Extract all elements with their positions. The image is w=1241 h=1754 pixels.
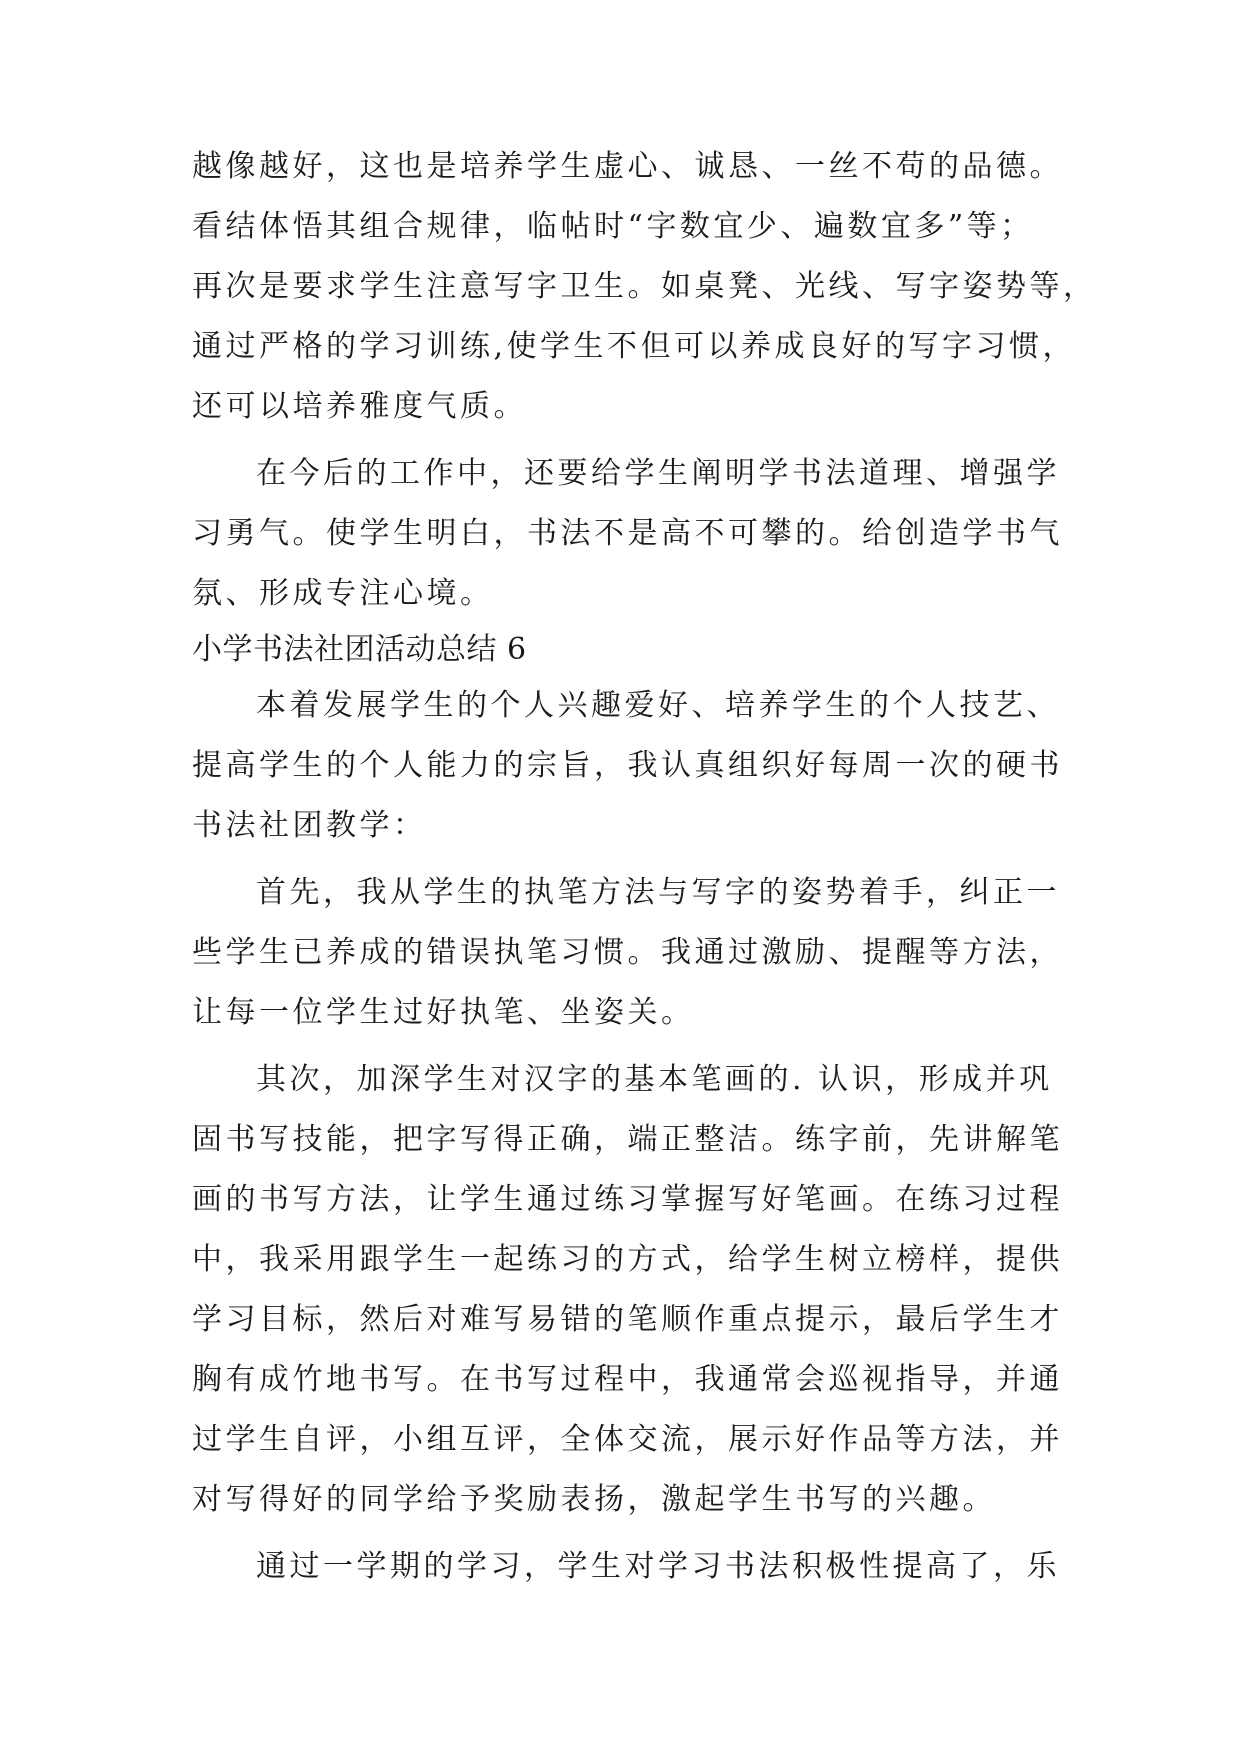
- text-line: 书法社团教学：: [192, 808, 427, 843]
- text-line: 些学生已养成的错误执笔习惯。我通过激励、提醒等方法，: [192, 935, 1063, 970]
- text-line: 过学生自评，小组互评，全体交流，展示好作品等方法，并: [192, 1422, 1063, 1457]
- text-line: 固书写技能，把字写得正确，端正整洁。练字前，先讲解笔: [192, 1122, 1063, 1157]
- paragraph-first-line: 首先，我从学生的执笔方法与写字的姿势着手，纠正一: [256, 875, 1060, 910]
- paragraph-first-line: 通过一学期的学习，学生对学习书法积极性提高了，乐: [256, 1549, 1060, 1584]
- text-line: 氛、形成专注心境。: [192, 576, 494, 611]
- text-line: 越像越好，这也是培养学生虚心、诚恳、一丝不苟的品德。: [192, 149, 1063, 184]
- text-line: 学习目标，然后对难写易错的笔顺作重点提示，最后学生才: [192, 1302, 1063, 1337]
- text-line: 习勇气。使学生明白，书法不是高不可攀的。给创造学书气: [192, 516, 1063, 551]
- text-line: 对写得好的同学给予奖励表扬，激起学生书写的兴趣。: [192, 1482, 996, 1517]
- text-line: 中，我采用跟学生一起练习的方式，给学生树立榜样，提供: [192, 1242, 1063, 1277]
- paragraph-first-line: 其次，加深学生对汉字的基本笔画的. 认识，形成并巩: [256, 1062, 1053, 1097]
- paragraph-first-line: 本着发展学生的个人兴趣爱好、培养学生的个人技艺、: [256, 688, 1060, 723]
- text-line: 看结体悟其组合规律，临帖时“字数宜少、遍数宜多”等；: [192, 209, 1034, 244]
- text-line: 还可以培养雅度气质。: [192, 389, 527, 424]
- paragraph-first-line: 在今后的工作中，还要给学生阐明学书法道理、增强学: [256, 456, 1060, 491]
- text-line: 再次是要求学生注意写字卫生。如桌凳、光线、写字姿势等，: [192, 269, 1097, 304]
- section-heading: 小学书法社团活动总结 6: [192, 632, 527, 667]
- text-line: 通过严格的学习训练,使学生不但可以养成良好的写字习惯，: [192, 329, 1077, 364]
- text-line: 让每一位学生过好执笔、坐姿关。: [192, 995, 695, 1030]
- text-line: 画的书写方法，让学生通过练习掌握写好笔画。在练习过程: [192, 1182, 1063, 1217]
- text-line: 胸有成竹地书写。在书写过程中，我通常会巡视指导，并通: [192, 1362, 1063, 1397]
- text-line: 提高学生的个人能力的宗旨，我认真组织好每周一次的硬书: [192, 748, 1063, 783]
